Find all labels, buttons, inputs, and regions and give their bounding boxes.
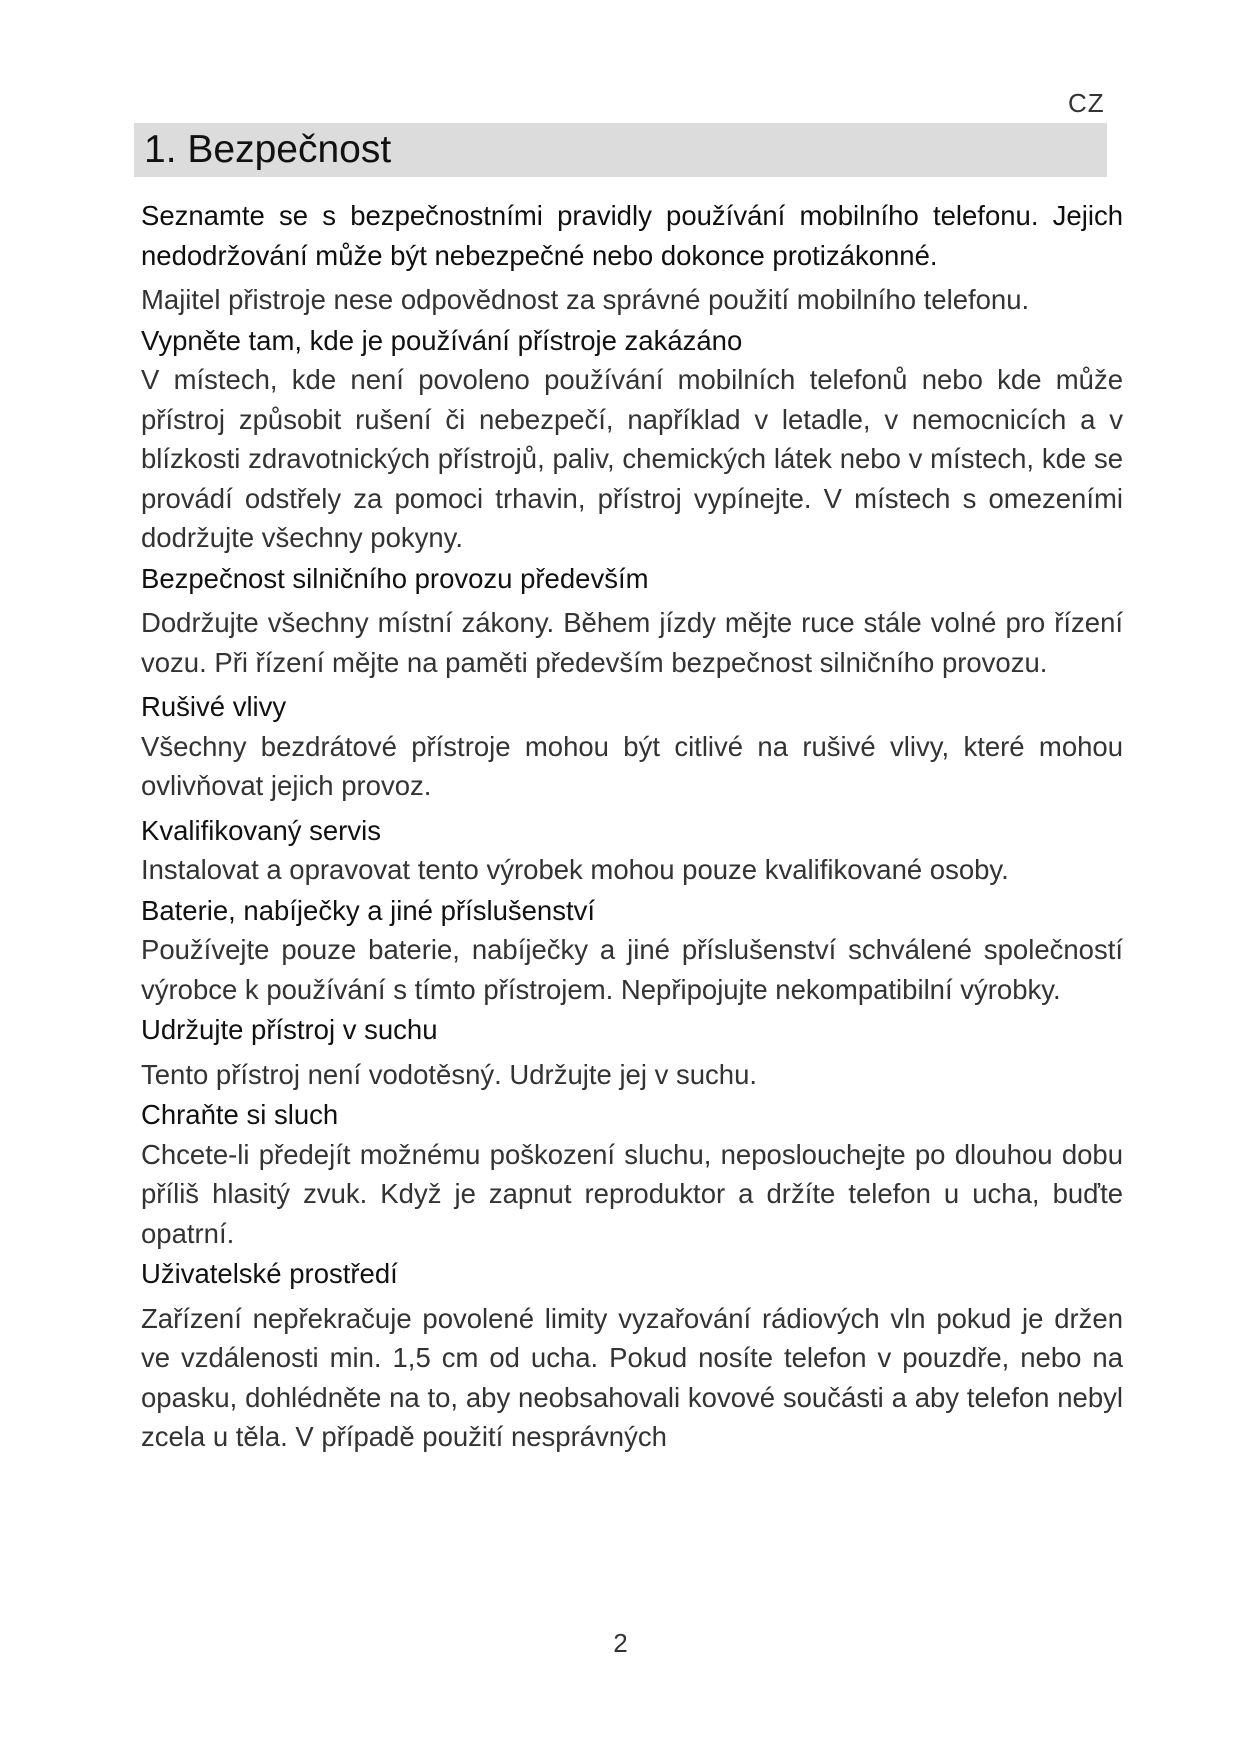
page-title: 1. Bezpečnost (144, 128, 392, 171)
section-title-accessories: Baterie, nabíječky a jiné příslušenství (141, 894, 595, 926)
section-title-qualified-service: Kvalifikovaný servis (141, 814, 381, 846)
page-number: 2 (613, 1628, 628, 1658)
document-body (141, 196, 1123, 1457)
section-title-hearing: Chraňte si sluch (141, 1099, 339, 1130)
section-title-switch-off: Vypněte tam, kde je používání přístroje zakázáno (141, 324, 743, 356)
section-title-keep-dry: Udržujte přístroj v suchu (141, 1014, 438, 1045)
section-heading-bar (134, 123, 1107, 177)
intro-body: Majitel přistroje nese odpovědnost za správné použití mobilního telefonu. (141, 284, 1030, 315)
section-title-environment: Uživatelské prostředí (141, 1258, 398, 1289)
section-body-qualified-service: Instalovat a opravovat tento výrobek mohou pouze kvalifikované osoby. (141, 854, 1009, 885)
section-title-road-safety: Bezpečnost silničního provozu především (141, 562, 649, 594)
section-title-interference: Rušivé vlivy (141, 691, 287, 722)
intro-lead: Seznamte se s bezpečnostními pravidly používání mobilního telefonu. Jejich nedodržování může být nebezpečné nebo dokonce protizákonné. (141, 200, 1123, 271)
section-body-interference: Všechny bezdrátové přístroje mohou být citlivé na rušivé vlivy, které mohou ovlivňovat jejich provoz. (141, 730, 1123, 801)
section-body-environment: Zařízení nepřekračuje povolené limity vyzařování rádiových vln pokud je držen ve vzdálenosti min. 1,5 cm od ucha. Pokud nosíte telefon v pouzdře, nebo na opasku, dohlédněte na to, aby neobsahovali kovové součásti a aby telefon nebyl zcela u těla. V případě použití nesprávných (141, 1302, 1123, 1452)
language-code: CZ (1068, 88, 1105, 118)
section-body-accessories: Používejte pouze baterie, nabíječky a jiné příslušenství schválené společností výrobce k používání s tímto přístrojem. Nepřipojujte nekompatibilní výrobky. (141, 934, 1123, 1005)
section-body-hearing: Chcete-li předejít možnému poškození sluchu, neposlouchejte po dlouhou dobu příliš hlasitý zvuk. Když je zapnut reproduktor a držíte telefon u ucha, buďte opatrní. (141, 1138, 1123, 1249)
section-body-road-safety: Dodržujte všechny místní zákony. Během jízdy mějte ruce stále volné pro řízení vozu. Při řízení mějte na paměti především bezpečnost silničního provozu. (141, 607, 1123, 678)
section-body-switch-off: V místech, kde není povoleno používání mobilních telefonů nebo kde může přístroj způsobit rušení či nebezpečí, například v letadle, v nemocnicích a v blízkosti zdravotnických přístrojů, paliv, chemických látek nebo v místech, kde se provádí odstřely za pomoci trhavin, přístroj vypínejte. V místech s omezeními dodržujte všechny pokyny. (141, 364, 1123, 553)
section-body-keep-dry: Tento přístroj není vodotěsný. Udržujte jej v suchu. (141, 1058, 758, 1090)
